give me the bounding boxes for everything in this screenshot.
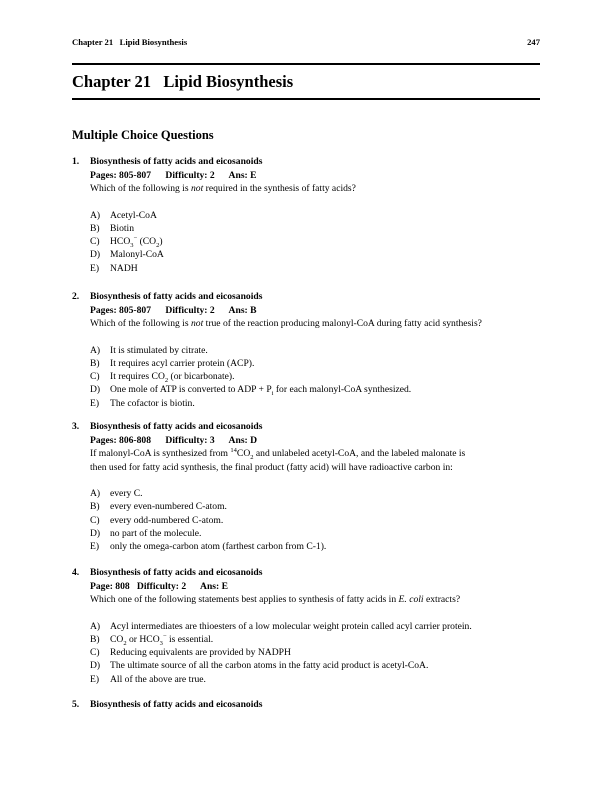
question-4	[72, 566, 542, 686]
option-text: It requires $CO_2$ (or bicarbonate).	[110, 371, 235, 384]
answer-option	[72, 646, 542, 659]
running-header	[72, 37, 540, 49]
page-number: 247	[527, 37, 540, 47]
option-letter: A)	[90, 344, 101, 356]
option-letter: D)	[90, 660, 101, 672]
question-meta: Pages: 805-807 Difficulty: 2 Ans: E	[90, 169, 257, 181]
option-letter: B)	[90, 357, 100, 369]
option-letter: C)	[90, 647, 100, 659]
option-text: $HCO_3^-$ $(CO_2)$	[110, 234, 163, 249]
question-stem: If malonyl-CoA is synthesized from $^{14}CO_2$ and unlabeled acetyl-CoA, and the labeled malonate is	[90, 446, 466, 461]
option-letter: A)	[90, 620, 101, 632]
answer-option	[72, 514, 542, 527]
option-letter: E)	[90, 673, 100, 685]
answer-option	[72, 673, 542, 686]
question-topic: Biosynthesis of fatty acids and eicosanoids	[90, 421, 263, 432]
answer-option	[72, 235, 542, 248]
answer-options	[72, 487, 542, 553]
question-number: 5.	[72, 699, 80, 710]
answer-options	[72, 344, 542, 410]
option-text: every odd-numbered C-atom.	[110, 514, 224, 526]
question-stem: Which of the following is not true of the reaction producing malonyl-CoA during fatty acid synthesis?	[90, 318, 482, 329]
question-meta: Page: 808 Difficulty: 2 Ans: E	[90, 580, 229, 592]
question-topic: Biosynthesis of fatty acids and eicosanoids	[90, 156, 263, 167]
question-stem: Which one of the following statements best applies to synthesis of fatty acids in E. coli extracts?	[90, 594, 461, 605]
option-letter: C)	[90, 371, 100, 383]
option-text: Reducing equivalents are provided by NADPH	[110, 647, 291, 659]
question-topic: Biosynthesis of fatty acids and eicosanoids	[90, 567, 263, 578]
option-text: no part of the molecule.	[110, 527, 202, 539]
running-title: Chapter 21 Lipid Biosynthesis	[72, 37, 188, 47]
question-2	[72, 290, 542, 410]
option-text: All of the above are true.	[110, 673, 206, 685]
answer-option	[72, 540, 542, 553]
option-letter: D)	[90, 249, 101, 261]
option-letter: B)	[90, 633, 100, 645]
answer-option	[72, 344, 542, 357]
option-letter: E)	[90, 541, 100, 553]
question-1	[72, 155, 542, 275]
answer-option	[72, 487, 542, 500]
answer-option	[72, 527, 542, 540]
chapter-title: Chapter 21 Lipid Biosynthesis	[72, 72, 294, 91]
answer-option	[72, 633, 542, 646]
option-letter: E)	[90, 397, 100, 409]
question-stem: then used for fatty acid synthesis, the final product (fatty acid) will have radioactive carbon in:	[90, 461, 453, 473]
question-meta: Pages: 806-808 Difficulty: 3 Ans: D	[90, 434, 258, 446]
top-rule	[72, 63, 540, 65]
option-text: One mole of ATP is converted to ADP + $P_i$ for each malonyl-CoA synthesized.	[110, 384, 412, 398]
option-letter: B)	[90, 501, 100, 513]
question-meta: Pages: 805-807 Difficulty: 2 Ans: B	[90, 304, 257, 316]
option-letter: C)	[90, 236, 100, 248]
option-text: $CO_2$ or $HCO_3^-$ is essential.	[110, 632, 214, 647]
question-5	[72, 698, 542, 712]
question-number: 2.	[72, 291, 80, 302]
question-3	[72, 420, 542, 553]
option-text: The cofactor is biotin.	[110, 397, 195, 409]
option-letter: A)	[90, 209, 101, 221]
title-rule	[72, 98, 540, 100]
answer-option	[72, 383, 542, 396]
option-letter: A)	[90, 488, 101, 499]
section-title: Multiple Choice Questions	[72, 128, 214, 142]
answer-option	[72, 659, 542, 672]
option-text: every even-numbered C-atom.	[110, 501, 227, 513]
option-text: It requires acyl carrier protein (ACP).	[110, 357, 255, 369]
question-number: 4.	[72, 567, 80, 578]
option-text: The ultimate source of all the carbon atoms in the fatty acid product is acetyl-CoA.	[110, 660, 429, 672]
answer-option	[72, 620, 542, 633]
option-text: Malonyl-CoA	[110, 249, 164, 261]
option-letter: E)	[90, 262, 100, 274]
option-text: only the omega-carbon atom (farthest carbon from C-1).	[110, 541, 327, 553]
answer-option	[72, 209, 542, 222]
question-topic: Biosynthesis of fatty acids and eicosanoids	[90, 699, 263, 710]
answer-option	[72, 357, 542, 370]
answer-option	[72, 397, 542, 410]
answer-option	[72, 262, 542, 275]
option-text: Acyl intermediates are thioesters of a low molecular weight protein called acyl carrier protein.	[110, 620, 472, 632]
option-letter: D)	[90, 384, 101, 396]
question-topic: Biosynthesis of fatty acids and eicosanoids	[90, 291, 263, 302]
option-letter: C)	[90, 514, 100, 526]
answer-option	[72, 248, 542, 261]
option-text: every C.	[110, 488, 143, 499]
answer-options	[72, 209, 542, 275]
answer-options	[72, 620, 542, 686]
option-text: Biotin	[110, 222, 134, 234]
question-number: 1.	[72, 156, 80, 167]
question-stem: Which of the following is not required in the synthesis of fatty acids?	[90, 183, 356, 194]
option-letter: B)	[90, 222, 100, 234]
question-number: 3.	[72, 421, 80, 432]
answer-option	[72, 370, 542, 383]
option-text: Acetyl-CoA	[110, 209, 157, 221]
option-text: NADH	[110, 262, 138, 274]
answer-option	[72, 222, 542, 235]
answer-option	[72, 500, 542, 513]
option-letter: D)	[90, 527, 101, 539]
option-text: It is stimulated by citrate.	[110, 344, 208, 356]
